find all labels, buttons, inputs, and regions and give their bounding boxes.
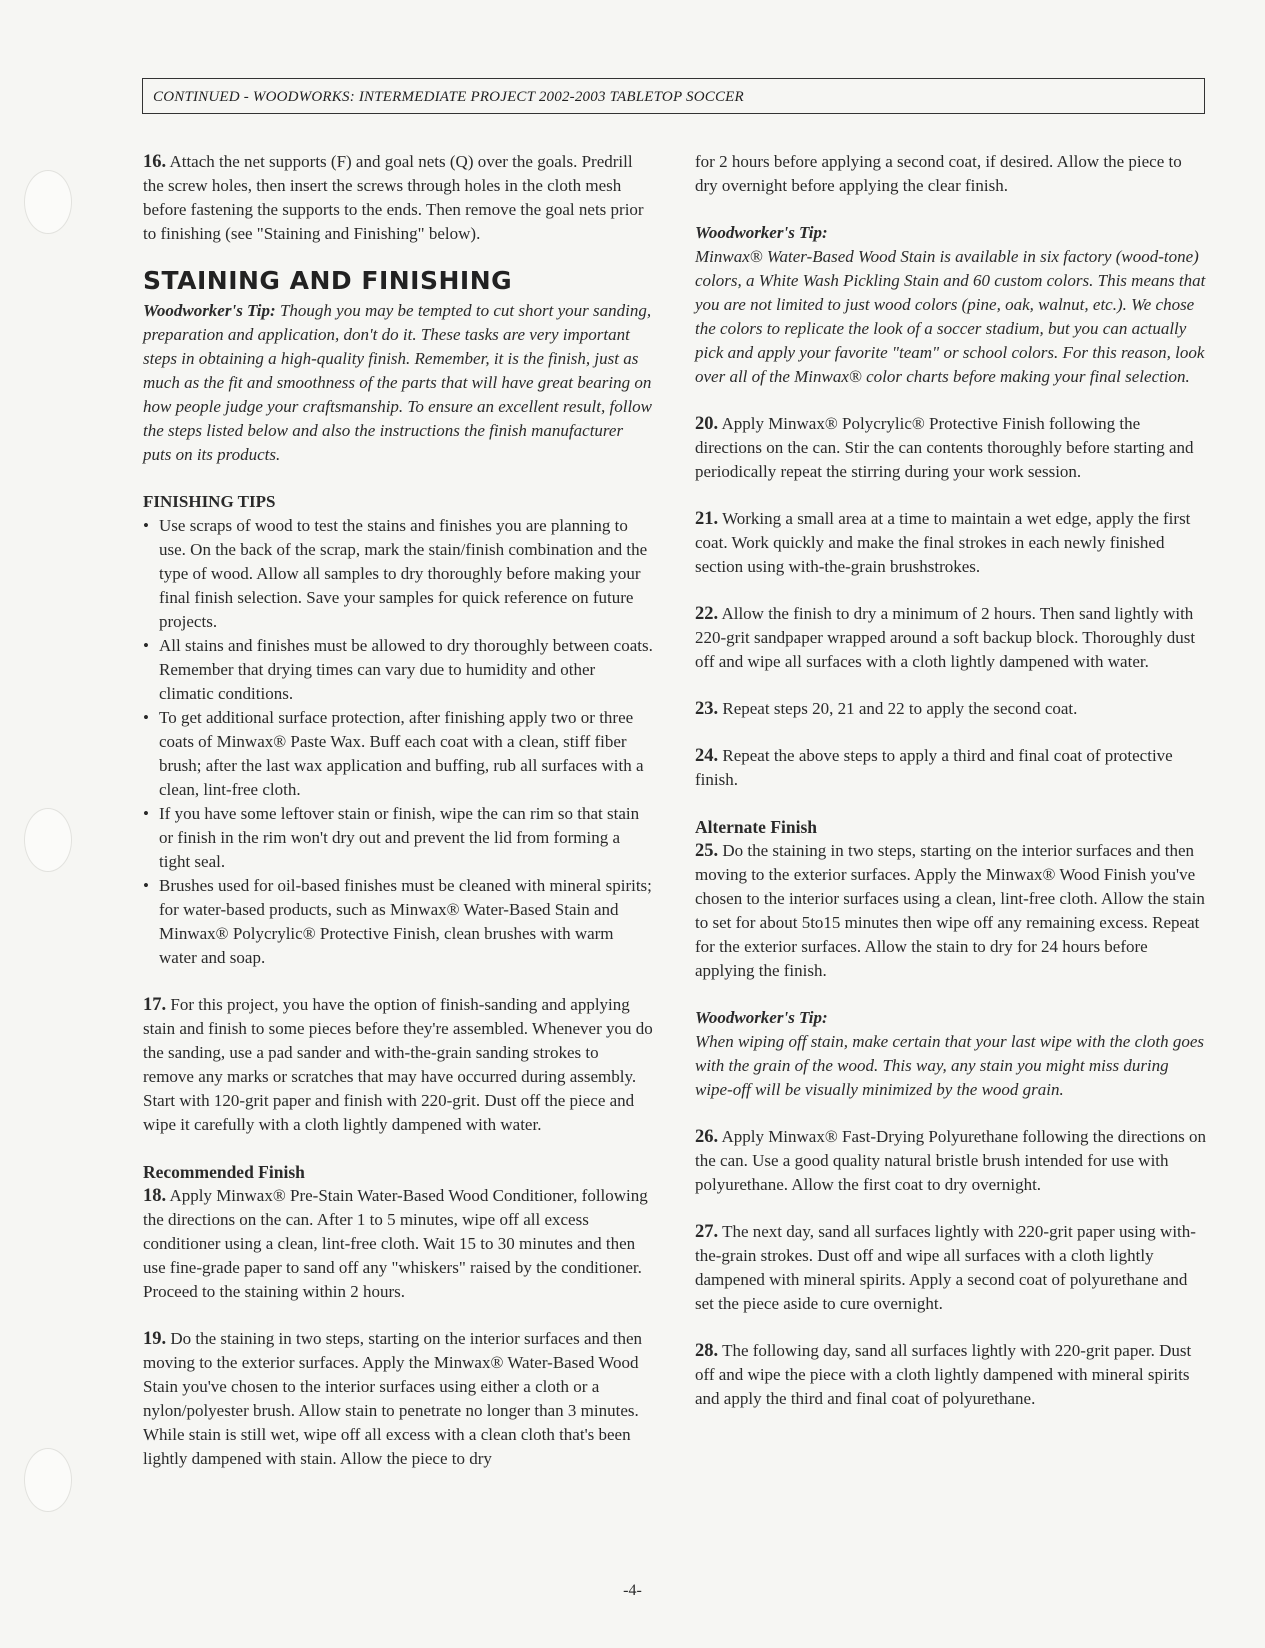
step-21: 21. Working a small area at a time to maintain a wet edge, apply the first coat. Work quickly and make the final strokes in each newly finished section using with-the-grain brushstrokes. [695, 509, 1191, 576]
section-title: STAINING AND FINISHING [143, 266, 513, 295]
running-header: CONTINUED - WOODWORKS: INTERMEDIATE PROJECT 2002-2003 TABLETOP SOCCER [142, 78, 1205, 114]
step-20: 20. Apply Minwax® Polycrylic® Protective Finish following the directions on the can. Stir the can contents thoroughly before starting and periodically repeat the stirring during your work session. [695, 414, 1194, 481]
list-item: • If you have some leftover stain or finish, wipe the can rim so that stain or finish in the rim won't dry out and prevent the lid from forming a tight seal. [143, 804, 640, 871]
list-item: • Brushes used for oil-based finishes must be cleaned with mineral spirits; for water-based products, such as Minwax® Water-Based Stain and Minwax® Polycrylic® Protective Finish, clean brushes with warm water and soap. [143, 876, 652, 967]
step-23: 23. Repeat steps 20, 21 and 22 to apply the second coat. [695, 699, 1078, 719]
alternate-finish-heading: Alternate Finish [695, 817, 818, 837]
list-item: • Use scraps of wood to test the stains and finishes you are planning to use. On the back of the scrap, mark the stain/finish combination and the type of wood. Allow all samples to dry thoroughly before making your final finish selection. Save your samples for quick reference on future projects. [143, 516, 648, 631]
list-item: • To get additional surface protection, after finishing apply two or three coats of Minwax® Paste Wax. Buff each coat with a clean, stiff fiber brush; after the last wax application and buffing, rub all surfaces with a clean, lint-free cloth. [143, 708, 644, 799]
right-column [695, 150, 1207, 1434]
left-column [143, 150, 653, 1494]
woodworkers-tip: Woodworker's Tip: When wiping off stain, make certain that your last wipe with the cloth goes with the grain of the wood. This way, any stain you might miss during wipe-off will be visually minimized by the wood grain. [695, 1008, 1205, 1099]
punch-hole [24, 808, 72, 872]
step-19-continued: for 2 hours before applying a second coat, if desired. Allow the piece to dry overnight before applying the clear finish. [695, 152, 1182, 195]
finishing-tips-heading: FINISHING TIPS [143, 492, 276, 511]
step-25: 25. Do the staining in two steps, starting on the interior surfaces and then moving to the exterior surfaces. Apply the Minwax® Wood Finish you've chosen to the interior surfaces using a clean, lint-free cloth. Allow the stain to set for about 5to15 minutes then wipe off any remaining excess. Repeat for the exterior surfaces. Allow the stain to dry for 24 hours before applying the finish. [695, 841, 1205, 980]
page-number: -4- [623, 1582, 642, 1599]
step-17: 17. For this project, you have the option of finish-sanding and applying stain and finish to some pieces before they're assembled. Whenever you do the sanding, use a pad sander and with-the-grain sanding strokes to remove any marks or scratches that may have occurred during assembly. Start with 120-grit paper and finish with 220-grit. Dust off the piece and wipe it carefully with a cloth lightly dampened with water. [143, 995, 653, 1134]
step-28: 28. The following day, sand all surfaces lightly with 220-grit paper. Dust off and wipe the piece with a cloth lightly dampened with mineral spirits and apply the third and final coat of polyurethane. [695, 1341, 1192, 1408]
step-27: 27. The next day, sand all surfaces lightly with 220-grit paper using with-the-grain strokes. Dust off and wipe all surfaces with a cloth lightly dampened with mineral spirits. Apply a second coat of polyurethane and set the piece aside to cure overnight. [695, 1222, 1196, 1313]
step-26: 26. Apply Minwax® Fast-Drying Polyurethane following the directions on the can. Use a good quality natural bristle brush intended for use with polyurethane. Allow the first coat to dry overnight. [695, 1127, 1207, 1194]
list-item: • All stains and finishes must be allowed to dry thoroughly between coats. Remember that drying times can vary due to humidity and other climatic conditions. [143, 636, 653, 703]
woodworkers-tip: Woodworker's Tip: Minwax® Water-Based Wood Stain is available in six factory (wood-tone) colors, a White Wash Pickling Stain and 60 custom colors. This means that you are not limited to just wood colors (pine, oak, walnut, etc.). We chose the colors to replicate the look of a soccer stadium, but you can actually pick and apply your favorite "team" or school colors. For this reason, look over all of the Minwax® color charts before making your final selection. [695, 223, 1206, 386]
punch-hole [24, 1448, 72, 1512]
woodworkers-tip: Woodworker's Tip: Though you may be tempted to cut short your sanding, preparation and application, don't do it. These tasks are very important steps in obtaining a high-quality finish. Remember, it is the finish, just as much as the fit and smoothness of the parts that will have great bearing on how people judge your craftsmanship. To ensure an excellent result, follow the steps listed below and also the instructions the finish manufacturer puts on its products. [143, 301, 653, 464]
step-19: 19. Do the staining in two steps, starting on the interior surfaces and then moving to the exterior surfaces. Apply the Minwax® Water-Based Wood Stain you've chosen to the interior surfaces using either a cloth or a nylon/polyester brush. Allow stain to penetrate no longer than 3 minutes. While stain is still wet, wipe off all excess with a clean cloth that's been lightly dampened with stain. Allow the piece to dry [143, 1329, 643, 1468]
step-24: 24. Repeat the above steps to apply a third and final coat of protective finish. [695, 746, 1173, 789]
punch-hole [24, 170, 72, 234]
finishing-tips-list [143, 514, 653, 970]
recommended-finish-heading: Recommended Finish [143, 1162, 305, 1182]
step-16: 16. Attach the net supports (F) and goal nets (Q) over the goals. Predrill the screw holes, then insert the screws through holes in the cloth mesh before fastening the supports to the ends. Then remove the goal nets prior to finishing (see "Staining and Finishing" below). [143, 152, 644, 243]
step-22: 22. Allow the finish to dry a minimum of 2 hours. Then sand lightly with 220-grit sandpaper wrapped around a soft backup block. Thoroughly dust off and wipe all surfaces with a cloth lightly dampened with water. [695, 604, 1196, 671]
step-18: 18. Apply Minwax® Pre-Stain Water-Based Wood Conditioner, following the directions on the can. After 1 to 5 minutes, wipe off all excess conditioner using a clean, lint-free cloth. Wait 15 to 30 minutes and then use fine-grade paper to sand off any "whiskers" raised by the conditioner. Proceed to the staining within 2 hours. [143, 1186, 648, 1301]
